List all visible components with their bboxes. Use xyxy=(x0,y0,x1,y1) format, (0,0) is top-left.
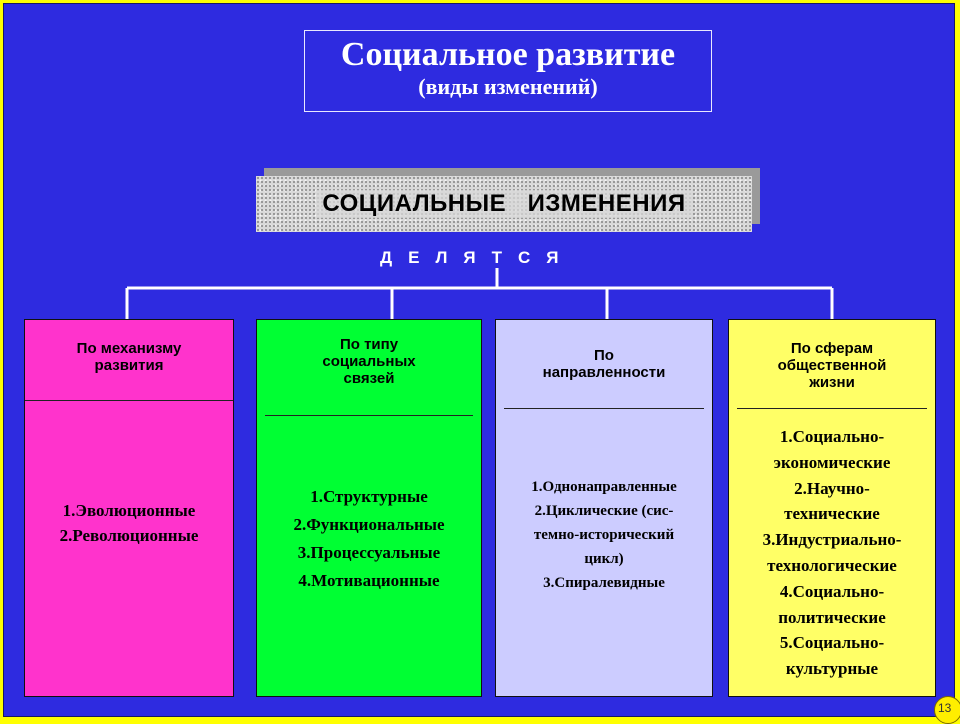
divider-letter: Я xyxy=(546,248,559,267)
divider-letter: Е xyxy=(408,248,420,267)
card-heading xyxy=(729,340,935,391)
card-heading-line: направленности xyxy=(542,364,666,381)
card-item: 1.Эволюционные xyxy=(62,501,196,520)
card-heading-line: По механизму xyxy=(76,340,182,357)
card-items xyxy=(496,475,712,595)
card-heading-line: жизни xyxy=(809,374,855,391)
card-item: 4.Социально- xyxy=(779,581,885,601)
category-card-mechanism xyxy=(24,319,234,697)
card-item: 3.Процессуальные xyxy=(297,543,441,562)
card-item: 2.Научно- xyxy=(794,478,870,498)
card-heading-line: По сферам xyxy=(790,340,874,357)
card-heading-line: По типу xyxy=(339,336,399,353)
card-item: 2.Функциональные xyxy=(293,515,445,534)
card-item: 3.Спиралевидные xyxy=(543,575,665,591)
card-items xyxy=(25,498,233,548)
card-item: 5.Социально- xyxy=(779,633,885,653)
card-item: 2.Циклические (сис- xyxy=(534,503,674,519)
card-item: политические xyxy=(778,607,886,627)
root-node-label: СОЦИАЛЬНЫЕ ИЗМЕНЕНИЯ xyxy=(316,190,691,218)
card-divider xyxy=(737,408,927,409)
divider-letter: Я xyxy=(463,248,476,267)
card-item: технические xyxy=(784,504,880,524)
card-item: 2.Революционные xyxy=(59,526,199,545)
slide-subtitle: (виды изменений) xyxy=(418,74,598,99)
divider-letter: С xyxy=(518,248,531,267)
card-item: 4.Мотивационные xyxy=(298,571,440,590)
card-divider xyxy=(265,415,473,416)
divider-letter: Т xyxy=(491,248,503,267)
page-number-badge: 13 xyxy=(934,696,960,724)
card-item: темно-исторический xyxy=(533,527,675,543)
card-item: 3.Индустриально- xyxy=(762,530,902,550)
card-item: цикл) xyxy=(584,551,624,567)
card-heading xyxy=(25,340,233,374)
card-items xyxy=(729,424,935,682)
card-heading-line: общественной xyxy=(777,357,887,374)
card-heading-line: развития xyxy=(94,357,164,374)
divider-letter: Л xyxy=(435,248,448,267)
divider-letter: Д xyxy=(380,248,393,267)
card-heading-line: связей xyxy=(343,370,395,387)
card-divider xyxy=(504,408,704,409)
card-heading xyxy=(496,347,712,381)
card-divider xyxy=(25,400,233,401)
slide-title: Социальное развитие xyxy=(340,36,676,73)
card-item: 1.Социально- xyxy=(779,427,885,446)
category-card-direction xyxy=(495,319,713,697)
card-heading-line: По xyxy=(594,347,614,364)
category-card-relations xyxy=(256,319,482,697)
card-item: 1.Структурные xyxy=(310,487,428,506)
card-heading-line: социальных xyxy=(322,353,416,370)
card-item: культурные xyxy=(785,659,879,679)
card-item: экономические xyxy=(773,452,891,472)
category-card-spheres xyxy=(728,319,936,697)
card-item: технологические xyxy=(767,555,897,575)
card-items xyxy=(257,483,481,595)
card-item: 1.Однонаправленные xyxy=(531,479,677,495)
card-heading xyxy=(257,336,481,387)
